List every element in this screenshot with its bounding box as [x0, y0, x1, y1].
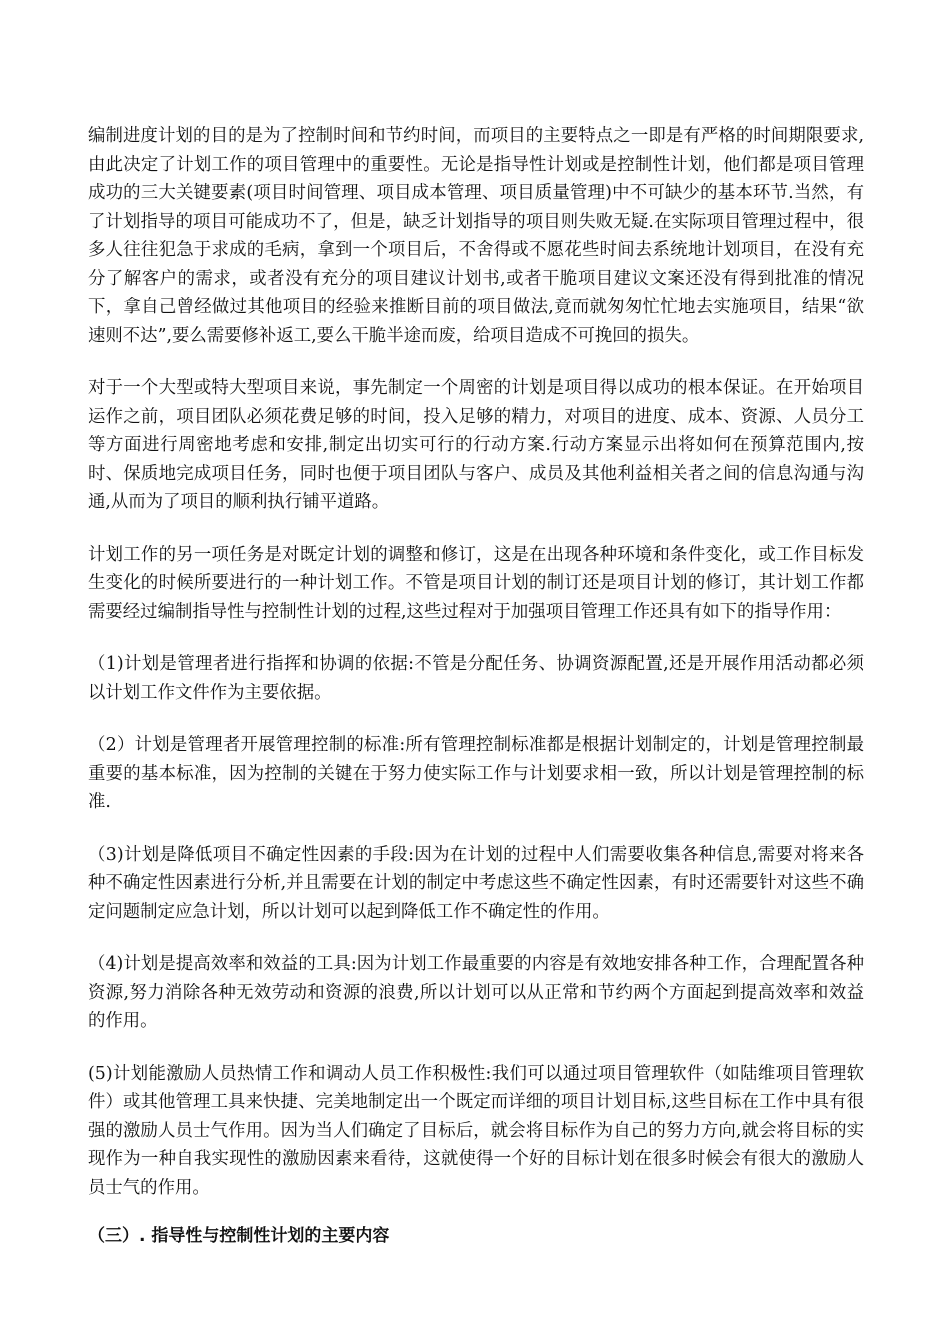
list-item-control-standard: （2）计划是管理者开展管理控制的标准:所有管理控制标准都是根据计划制定的，计划是管理控制最重要的基本标准，因为控制的关键在于努力使实际工作与计划要求相一致，所以计划是管理控制的标准. [88, 735, 864, 812]
section-heading: （三）. 指导性与控制性计划的主要内容 [88, 1226, 390, 1246]
document-body [88, 122, 864, 1250]
list-item-plan-basis: （1)计划是管理者进行指挥和协调的依据:不管是分配任务、协调资源配置,还是开展作用活动都必须以计划工作文件作为主要依据。 [88, 654, 864, 703]
list-item-efficiency-tool: （4)计划是提高效率和效益的工具:因为计划工作最重要的内容是有效地安排各种工作，合理配置各种资源,努力消除各种无效劳动和资源的浪费,所以计划可以从正常和节约两个方面起到提高效率和效益的作用。 [88, 954, 864, 1031]
list-item-reduce-uncertainty: （3)计划是降低项目不确定性因素的手段:因为在计划的过程中人们需要收集各种信息,需要对将来各种不确定性因素进行分析,并且需要在计划的制定中考虑这些不确定性因素，有时还需要针对这些不确定问题制定应急计划，所以计划可以起到降低工作不确定性的作用。 [88, 844, 864, 922]
paragraph-large-project-plan: 对于一个大型或特大型项目来说，事先制定一个周密的计划是项目得以成功的根本保证。在开始项目运作之前，项目团队必须花费足够的时间，投入足够的精力，对项目的进度、成本、资源、人员分工等方面进行周密地考虑和安排,制定出切实可行的行动方案.行动方案显示出将如何在预算范围内,按时、保质地完成项目任务，同时也便于项目团队与客户、成员及其他利益相关者之间的信息沟通与沟通,从而为了项目的顺利执行铺平道路。 [88, 378, 864, 512]
paragraph-schedule-purpose: 编制进度计划的目的是为了控制时间和节约时间，而项目的主要特点之一即是有严格的时间期限要求,由此决定了计划工作的项目管理中的重要性。无论是指导性计划或是控制性计划，他们都是项目管理成功的三大关键要素(项目时间管理、项目成本管理、项目质量管理)中不可缺少的基本环节.当然，有了计划指导的项目可能成功不了，但是，缺乏计划指导的项目则失败无疑.在实际项目管理过程中，很多人往往犯急于求成的毛病，拿到一个项目后，不舍得或不愿花些时间去系统地计划项目，在没有充分了解客户的需求，或者没有充分的项目建议计划书,或者干脆项目建议文案还没有得到批准的情况下，拿自己曾经做过其他项目的经验来推断目前的项目做法,竟而就匆匆忙忙地去实施项目，结果“欲速则不达”,要么需要修补返工,要么干脆半途而废，给项目造成不可挽回的损失。 [88, 126, 864, 346]
paragraph-plan-revision: 计划工作的另一项任务是对既定计划的调整和修订，这是在出现各种环境和条件变化，或工作目标发生变化的时候所要进行的一种计划工作。不管是项目计划的制订还是项目计划的修订，其计划工作都需要经过编制指导性与控制性计划的过程,这些过程对于加强项目管理工作还具有如下的指导作用： [88, 544, 864, 622]
list-item-motivation: (5)计划能激励人员热情工作和调动人员工作积极性:我们可以通过项目管理软件（如陆维项目管理软件）或其他管理工具来快捷、完美地制定出一个既定而详细的项目计划目标,这些目标在工作中具有很强的激励人员士气作用。因为当人们确定了目标后，就会将目标作为自己的努力方向,就会将目标的实现作为一种自我实现性的激励因素来看待，这就使得一个好的目标计划在很多时候会有很大的激励人员士气的作用。 [88, 1063, 864, 1198]
